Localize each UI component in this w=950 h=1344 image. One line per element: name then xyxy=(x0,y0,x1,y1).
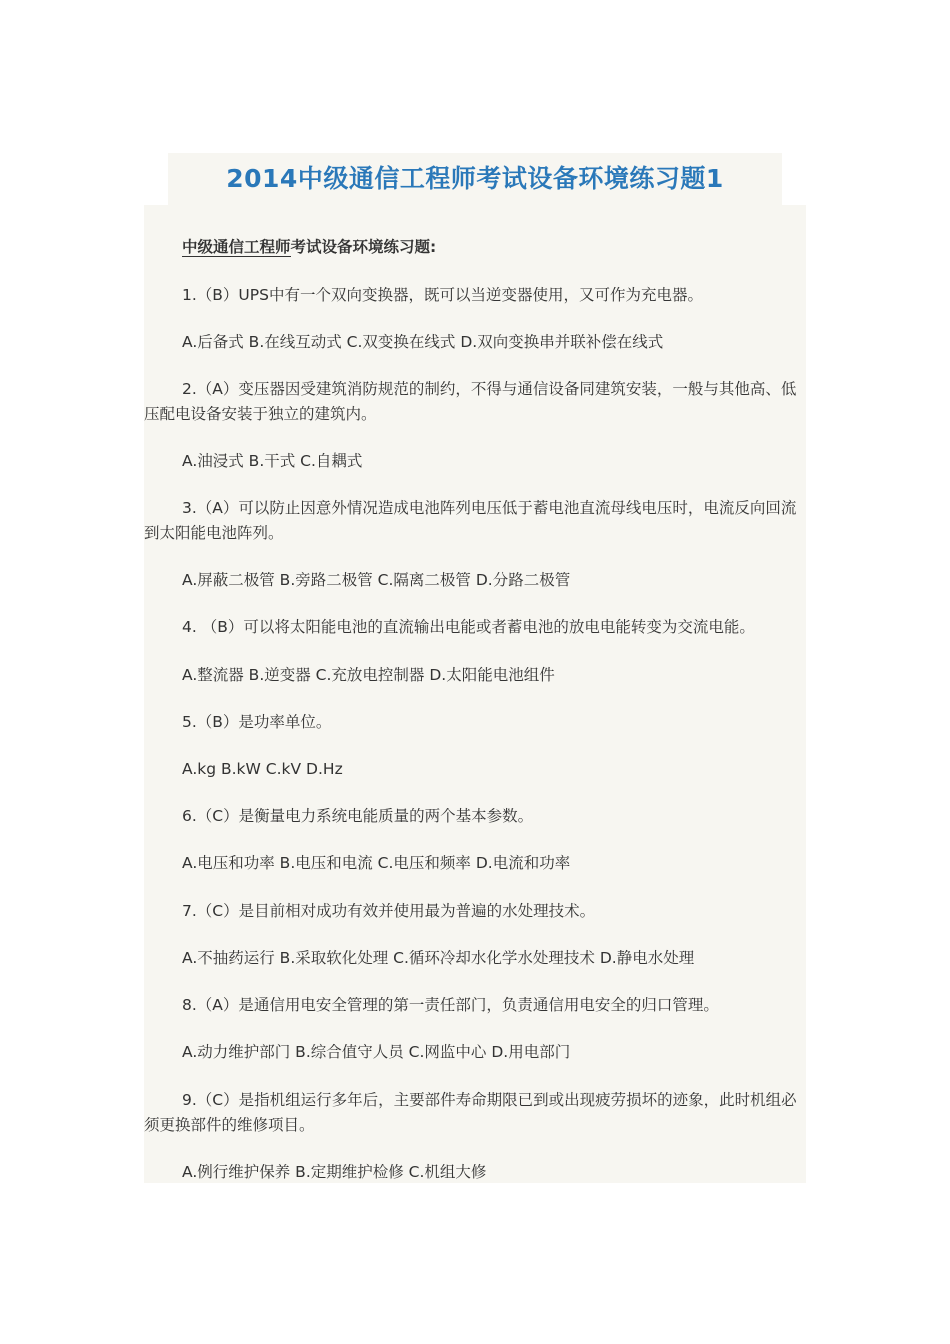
heading-rest: 考试设备环境练习题: xyxy=(290,238,437,256)
question-9: 9.（C）是指机组运行多年后，主要部件寿命期限已到或出现疲劳损坏的迹象，此时机组必须更换部件的维修项目。 xyxy=(144,1091,797,1134)
question-6-options: A.电压和功率 B.电压和电流 C.电压和频率 D.电流和功率 xyxy=(182,854,571,872)
question-6: 6.（C）是衡量电力系统电能质量的两个基本参数。 xyxy=(182,807,534,825)
question-4: 4. （B）可以将太阳能电池的直流输出电能或者蓄电池的放电电能转变为交流电能。 xyxy=(182,618,755,636)
question-3-options: A.屏蔽二极管 B.旁路二极管 C.隔离二极管 D.分路二极管 xyxy=(182,571,571,589)
question-8-options: A.动力维护部门 B.综合值守人员 C.网监中心 D.用电部门 xyxy=(182,1043,571,1061)
question-1-options: A.后备式 B.在线互动式 C.双变换在线式 D.双向变换串并联补偿在线式 xyxy=(182,333,664,351)
question-8: 8.（A）是通信用电安全管理的第一责任部门，负责通信用电安全的归口管理。 xyxy=(182,996,719,1014)
question-7-options: A.不抽药运行 B.采取软化处理 C.循环冷却水化学水处理技术 D.静电水处理 xyxy=(182,949,695,967)
page-title: 2014中级通信工程师考试设备环境练习题1 xyxy=(226,164,724,193)
question-5-options: A.kg B.kW C.kV D.Hz xyxy=(182,760,343,778)
question-2: 2.（A）变压器因受建筑消防规范的制约，不得与通信设备同建筑安装，一般与其他高、低压配电设备安装于独立的建筑内。 xyxy=(144,380,797,423)
question-9-options: A.例行维护保养 B.定期维护检修 C.机组大修 xyxy=(182,1163,487,1181)
question-5: 5.（B）是功率单位。 xyxy=(182,713,332,731)
question-2-options: A.油浸式 B.干式 C.自耦式 xyxy=(182,452,363,470)
question-1: 1.（B）UPS中有一个双向变换器，既可以当逆变器使用，又可作为充电器。 xyxy=(182,286,703,304)
question-3: 3.（A）可以防止因意外情况造成电池阵列电压低于蓄电池直流母线电压时，电流反向回流到太阳能电池阵列。 xyxy=(144,499,797,542)
document-body xyxy=(144,205,806,1183)
question-7: 7.（C）是目前相对成功有效并使用最为普遍的水处理技术。 xyxy=(182,902,596,920)
heading-underlined: 中级通信工程师 xyxy=(182,238,291,256)
section-heading xyxy=(144,235,804,260)
question-4-options: A.整流器 B.逆变器 C.充放电控制器 D.太阳能电池组件 xyxy=(182,666,555,684)
